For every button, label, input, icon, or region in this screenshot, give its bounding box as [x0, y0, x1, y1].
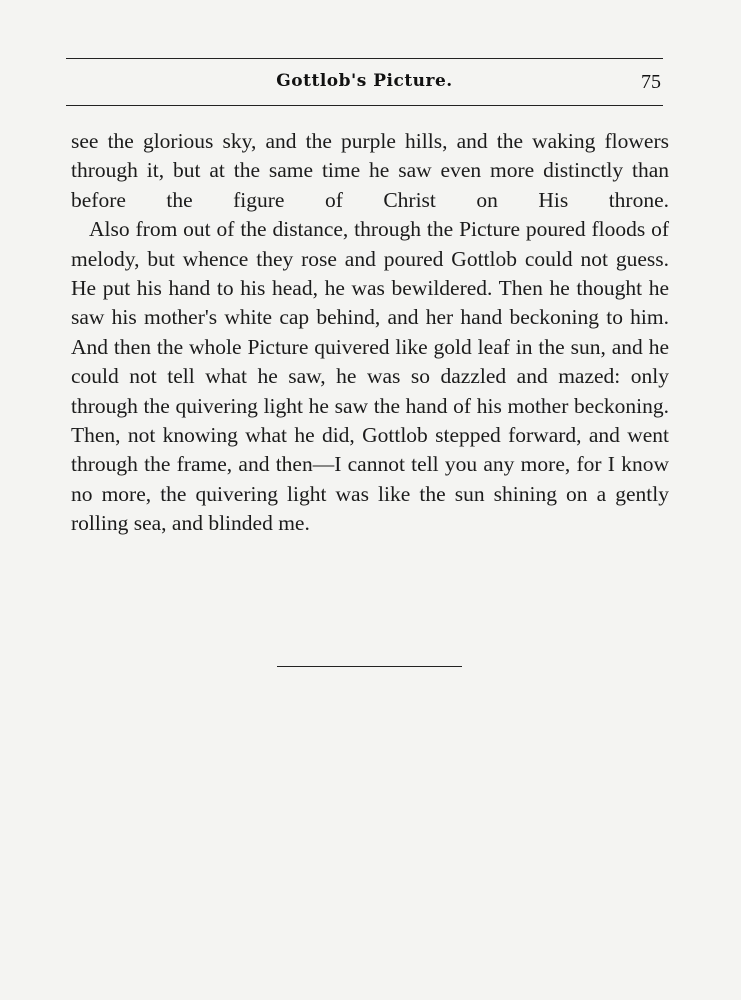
paragraph: Also from out of the distance, through the Picture poured floods of melody, but whence they rose and poured Gottlob could not guess. He put his hand to his head, he was bewildered. Then he thought he saw his mother's white cap behind, and her hand beckoning to him. And then the whole Picture quivered like gold leaf in the sun, and he could not tell what he saw, he was so dazzled and mazed: only through the quivering light he saw the hand of his mother beckoning. Then, not knowing what he did, Gottlob stepped forward, and went through the frame, and then—I cannot tell you any more, for I know no more, the quivering light was like the sun shining on a gently rolling sea, and blinded me. [71, 217, 669, 536]
page-number: 75 [641, 71, 661, 93]
running-head [66, 71, 663, 101]
header-top-rule [66, 58, 663, 59]
running-title: Gottlob's Picture. [276, 71, 453, 91]
paragraph-continued: see the glorious sky, and the purple hills, and the waking flowers through it, but at the same time he saw even more distinctly than before the figure of Christ on His throne. [71, 129, 669, 212]
chapter-end-rule [277, 666, 462, 667]
header-bottom-rule [66, 105, 663, 106]
body-text [71, 127, 669, 539]
